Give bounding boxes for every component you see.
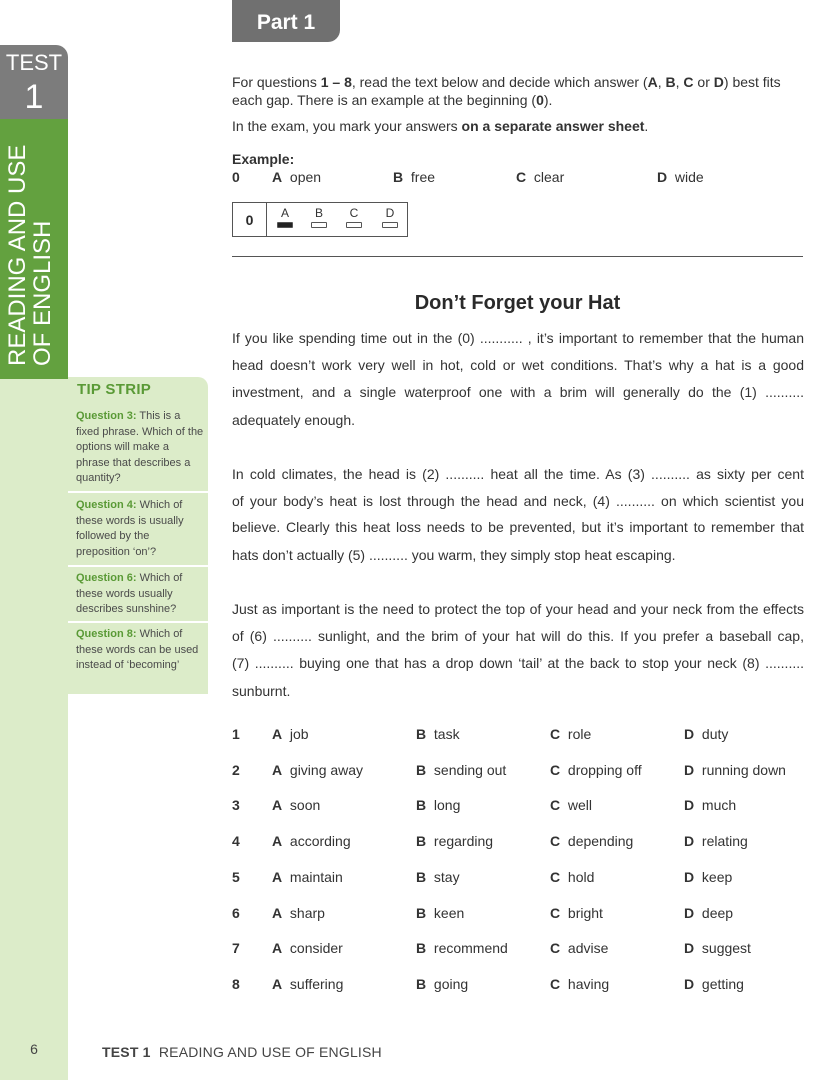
tip-question: Question 6: (76, 572, 137, 584)
tip-item (76, 627, 204, 674)
test-label: TEST (5, 50, 63, 75)
story-title: Don’t Forget your Hat (414, 292, 621, 314)
option-b: B keen (416, 905, 465, 921)
example-option-c: C clear (516, 169, 565, 185)
option-a: A job (272, 726, 309, 742)
story-line: adequately enough. (232, 412, 355, 428)
question-row (232, 762, 812, 782)
footer (102, 1044, 382, 1060)
option-a: A maintain (272, 869, 343, 885)
tip-strip-title: TIP STRIP (77, 381, 152, 398)
section-title: READING AND USE OF ENGLISH (4, 144, 56, 366)
story-line: of your body’s heat is lost through the head and neck, (4) .......... on which scientist you (232, 493, 804, 509)
question-row (232, 726, 812, 746)
question-row (232, 833, 812, 853)
option-b: B regarding (416, 833, 494, 849)
answer-option-d: D (380, 206, 400, 228)
option-b: B long (416, 797, 461, 813)
footer-test: TEST 1 (102, 1044, 151, 1060)
question-number: 5 (232, 869, 240, 885)
option-b: B recommend (416, 940, 508, 956)
story-line: of (6) .......... sunlight, and the brim of your hat will do this. If you prefer a baseball cap, (232, 628, 804, 644)
story-line: (7) .......... buying one that has a drop down ‘tail’ at the back to stop your neck (8) .......... (232, 655, 804, 671)
option-c: C role (550, 726, 592, 742)
option-b: B sending out (416, 762, 507, 778)
divider (232, 256, 803, 257)
example-number: 0 (232, 169, 240, 185)
question-number: 7 (232, 940, 240, 956)
question-row (232, 976, 812, 996)
answer-mark-empty (382, 222, 398, 228)
question-number: 1 (232, 726, 240, 742)
option-d: D duty (684, 726, 729, 742)
instructions-line-1: For questions 1 – 8, read the text below and decide which answer (A, B, C or D) best fits (232, 74, 781, 90)
option-c: C advise (550, 940, 609, 956)
question-row (232, 940, 812, 960)
answer-option-b: B (309, 206, 329, 228)
example-option-d: D wide (657, 169, 704, 185)
tip-item (76, 498, 204, 560)
option-a: A giving away (272, 762, 364, 778)
example-answer-box (232, 202, 408, 237)
answer-mark-filled (277, 222, 293, 228)
option-d: D running down (684, 762, 786, 778)
question-number: 2 (232, 762, 240, 778)
tip-divider (68, 621, 208, 623)
option-c: C depending (550, 833, 634, 849)
question-number: 4 (232, 833, 240, 849)
option-a: A consider (272, 940, 343, 956)
example-option-a: A open (272, 169, 322, 185)
option-b: B task (416, 726, 460, 742)
option-a: A soon (272, 797, 321, 813)
question-row (232, 869, 812, 889)
option-c: C dropping off (550, 762, 642, 778)
story-line: believe. Clearly this heat loss needs to be prevented, but it’s important to remember that (232, 519, 804, 535)
tip-divider (68, 565, 208, 567)
option-d: D deep (684, 905, 734, 921)
example-option-b: B free (393, 169, 436, 185)
tip-question: Question 4: (76, 499, 137, 511)
page-number: 6 (30, 1041, 38, 1057)
option-a: A sharp (272, 905, 325, 921)
tip-text: Which of these words is usually followed by the preposition ‘on’? (76, 499, 184, 558)
test-number: 1 (24, 78, 44, 116)
option-d: D keep (684, 869, 733, 885)
question-number: 8 (232, 976, 240, 992)
tip-item (76, 571, 204, 618)
tip-question: Question 3: (76, 410, 137, 422)
tip-text: Which of these words usually describes sunshine? (76, 572, 183, 616)
tip-text: Which of these words can be used instead of ‘becoming’ (76, 628, 199, 672)
option-d: D much (684, 797, 737, 813)
story-line: If you like spending time out in the (0) ........... , it’s important to remember that the human (232, 330, 804, 346)
question-number: 3 (232, 797, 240, 813)
instructions-line-2: each gap. There is an example at the beginning (0). (232, 92, 553, 108)
answer-mark-empty (311, 222, 327, 228)
story-line: In cold climates, the head is (2) .......... heat all the time. As (3) .......... as sixty per cent (232, 466, 804, 482)
option-d: D relating (684, 833, 748, 849)
option-a: A suffering (272, 976, 344, 992)
question-number: 6 (232, 905, 240, 921)
story-line: investment, and a single waterproof one with a brim will generally do the (1) .......... (232, 384, 804, 400)
story-line: head doesn’t work very well in hot, cold or wet conditions. That’s why a hat is a good (232, 357, 804, 373)
answer-mark-empty (346, 222, 362, 228)
option-d: D getting (684, 976, 744, 992)
tip-text: This is a fixed phrase. Which of the options will make a phrase that describes a quantity? (76, 410, 204, 485)
tip-divider (68, 491, 208, 493)
part-tab: Part 1 (232, 0, 340, 42)
example-label: Example: (232, 151, 295, 167)
option-c: C well (550, 797, 593, 813)
option-d: D suggest (684, 940, 751, 956)
question-row (232, 905, 812, 925)
footer-section: READING AND USE OF ENGLISH (158, 1044, 382, 1060)
story-line: sunburnt. (232, 683, 291, 699)
answer-option-c: C (344, 206, 364, 228)
answer-option-a: A (275, 206, 295, 228)
option-c: C having (550, 976, 610, 992)
option-b: B stay (416, 869, 460, 885)
answer-box-number: 0 (233, 203, 267, 236)
tip-item (76, 409, 204, 487)
side-band-light (0, 379, 68, 1080)
instructions-line-3: In the exam, you mark your answers on a separate answer sheet. (232, 118, 649, 134)
tip-question: Question 8: (76, 628, 137, 640)
story-line: hats don’t actually (5) .......... you warm, they simply stop heat escaping. (232, 547, 676, 563)
story-line: Just as important is the need to protect the top of your head and your neck from the effects (232, 601, 804, 617)
question-row (232, 797, 812, 817)
option-b: B going (416, 976, 469, 992)
option-c: C bright (550, 905, 603, 921)
option-a: A according (272, 833, 351, 849)
option-c: C hold (550, 869, 595, 885)
